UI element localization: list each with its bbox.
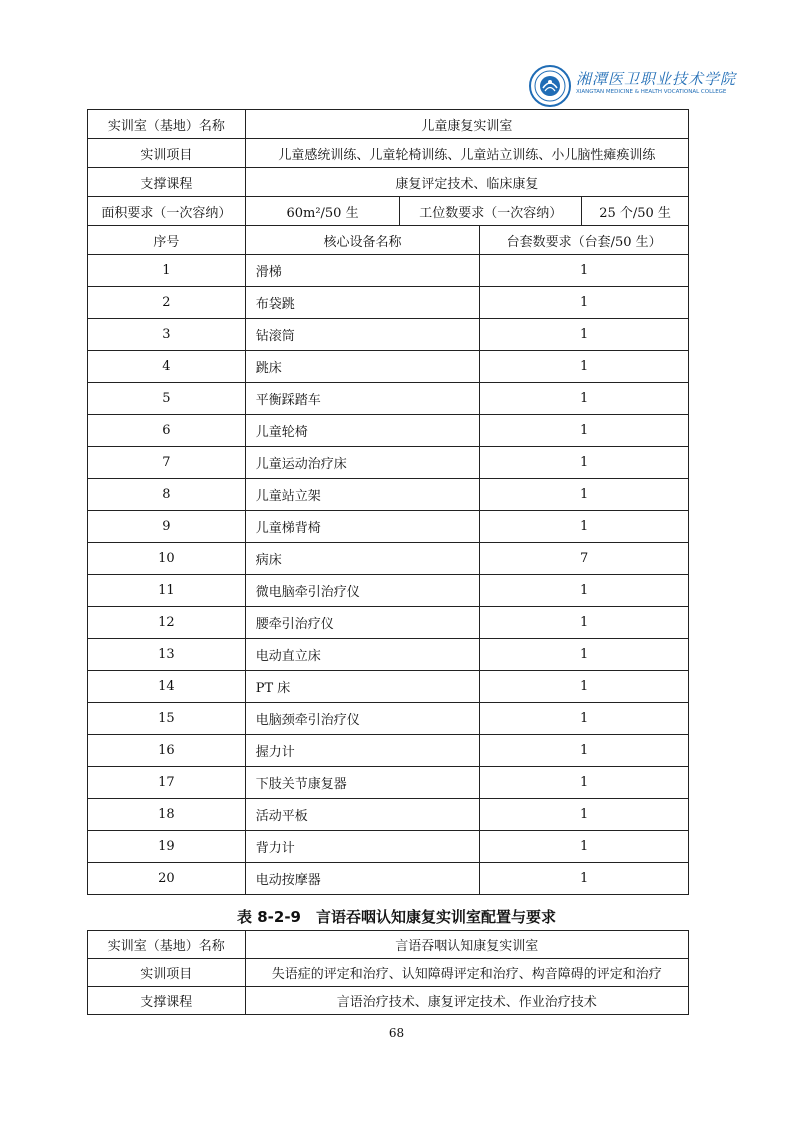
row-number: 2 — [88, 287, 246, 319]
room-label: 实训室（基地）名称 — [88, 110, 246, 139]
equipment-qty: 1 — [480, 831, 689, 863]
equipment-name: 儿童运动治疗床 — [245, 447, 480, 479]
table-row — [88, 703, 689, 735]
row-number: 11 — [88, 575, 246, 607]
table-row — [88, 319, 689, 351]
table-row — [88, 767, 689, 799]
course-row — [88, 168, 689, 197]
project-label: 实训项目 — [88, 139, 246, 168]
project-row — [88, 959, 689, 987]
children-rehab-table — [87, 109, 689, 895]
table-row — [88, 479, 689, 511]
college-name-cn: 湘潭医卫职业技术学院 — [576, 70, 737, 88]
table-row — [88, 511, 689, 543]
row-number: 8 — [88, 479, 246, 511]
equipment-qty: 1 — [480, 639, 689, 671]
col-no-header: 序号 — [88, 226, 246, 255]
equipment-name: 平衡踩踏车 — [245, 383, 480, 415]
equipment-qty: 1 — [480, 607, 689, 639]
col-qty-header: 台套数要求（台套/50 生） — [480, 226, 689, 255]
equipment-name: 儿童轮椅 — [245, 415, 480, 447]
row-number: 18 — [88, 799, 246, 831]
course-label: 支撑课程 — [88, 168, 246, 197]
equipment-qty: 1 — [480, 767, 689, 799]
table-row — [88, 287, 689, 319]
equipment-qty: 1 — [480, 415, 689, 447]
equipment-qty: 1 — [480, 799, 689, 831]
table-row — [88, 351, 689, 383]
room-value: 言语吞咽认知康复实训室 — [245, 931, 688, 959]
equipment-name: 儿童梯背椅 — [245, 511, 480, 543]
table-row — [88, 735, 689, 767]
equipment-name: 钻滚筒 — [245, 319, 480, 351]
equipment-name: 握力计 — [245, 735, 480, 767]
equipment-name: 跳床 — [245, 351, 480, 383]
equipment-name: 电脑颈牵引治疗仪 — [245, 703, 480, 735]
table-row — [88, 799, 689, 831]
row-number: 6 — [88, 415, 246, 447]
table-row — [88, 863, 689, 895]
course-value: 康复评定技术、临床康复 — [245, 168, 688, 197]
row-number: 19 — [88, 831, 246, 863]
equipment-qty: 1 — [480, 703, 689, 735]
equipment-qty: 1 — [480, 479, 689, 511]
equipment-qty: 1 — [480, 319, 689, 351]
room-row — [88, 110, 689, 139]
table-row — [88, 575, 689, 607]
area-value: 60m²/50 生 — [245, 197, 400, 226]
row-number: 7 — [88, 447, 246, 479]
course-row — [88, 987, 689, 1015]
project-value: 儿童感统训练、儿童轮椅训练、儿童站立训练、小儿脑性瘫痪训练 — [245, 139, 688, 168]
table-row — [88, 383, 689, 415]
equipment-name: 下肢关节康复器 — [245, 767, 480, 799]
equipment-qty: 1 — [480, 287, 689, 319]
equipment-qty: 1 — [480, 671, 689, 703]
equipment-list — [88, 255, 689, 895]
row-number: 3 — [88, 319, 246, 351]
table-row — [88, 831, 689, 863]
college-name-en: XIANGTAN MEDICINE & HEALTH VOCATIONAL COLLEGE — [576, 89, 727, 95]
row-number: 13 — [88, 639, 246, 671]
room-label: 实训室（基地）名称 — [88, 931, 246, 959]
equipment-qty: 1 — [480, 735, 689, 767]
table-row — [88, 671, 689, 703]
station-label: 工位数要求（一次容纳） — [400, 197, 582, 226]
course-value: 言语治疗技术、康复评定技术、作业治疗技术 — [245, 987, 688, 1015]
page-number: 68 — [388, 1026, 405, 1040]
row-number: 5 — [88, 383, 246, 415]
row-number: 9 — [88, 511, 246, 543]
equipment-qty: 1 — [480, 255, 689, 287]
row-number: 1 — [88, 255, 246, 287]
equipment-qty: 1 — [480, 351, 689, 383]
col-name-header: 核心设备名称 — [245, 226, 480, 255]
equipment-qty: 1 — [480, 863, 689, 895]
project-row — [88, 139, 689, 168]
area-label: 面积要求（一次容纳） — [88, 197, 246, 226]
college-emblem-icon — [528, 64, 572, 108]
college-logo — [528, 62, 737, 110]
course-label: 支撑课程 — [88, 987, 246, 1015]
row-number: 20 — [88, 863, 246, 895]
room-row — [88, 931, 689, 959]
table-caption: 表 8-2-9 言语吞咽认知康复实训室配置与要求 — [237, 908, 556, 926]
area-row — [88, 197, 689, 226]
table-row — [88, 607, 689, 639]
table-row — [88, 415, 689, 447]
project-label: 实训项目 — [88, 959, 246, 987]
row-number: 15 — [88, 703, 246, 735]
equipment-qty: 1 — [480, 447, 689, 479]
equipment-name: 滑梯 — [245, 255, 480, 287]
equipment-name: 电动按摩器 — [245, 863, 480, 895]
row-number: 17 — [88, 767, 246, 799]
row-number: 14 — [88, 671, 246, 703]
project-value: 失语症的评定和治疗、认知障碍评定和治疗、构音障碍的评定和治疗 — [245, 959, 688, 987]
row-number: 10 — [88, 543, 246, 575]
equipment-name: 病床 — [245, 543, 480, 575]
station-value: 25 个/50 生 — [582, 197, 689, 226]
column-header-row — [88, 226, 689, 255]
equipment-qty: 7 — [480, 543, 689, 575]
table-row — [88, 447, 689, 479]
row-number: 12 — [88, 607, 246, 639]
equipment-qty: 1 — [480, 383, 689, 415]
row-number: 4 — [88, 351, 246, 383]
equipment-qty: 1 — [480, 511, 689, 543]
equipment-name: 布袋跳 — [245, 287, 480, 319]
equipment-name: 儿童站立架 — [245, 479, 480, 511]
equipment-name: PT 床 — [245, 671, 480, 703]
equipment-qty: 1 — [480, 575, 689, 607]
equipment-name: 微电脑牵引治疗仪 — [245, 575, 480, 607]
table-row — [88, 255, 689, 287]
room-value: 儿童康复实训室 — [245, 110, 688, 139]
row-number: 16 — [88, 735, 246, 767]
table-row — [88, 639, 689, 671]
table-row — [88, 543, 689, 575]
equipment-name: 腰牵引治疗仪 — [245, 607, 480, 639]
equipment-name: 活动平板 — [245, 799, 480, 831]
equipment-name: 背力计 — [245, 831, 480, 863]
speech-rehab-table — [87, 930, 689, 1015]
equipment-name: 电动直立床 — [245, 639, 480, 671]
